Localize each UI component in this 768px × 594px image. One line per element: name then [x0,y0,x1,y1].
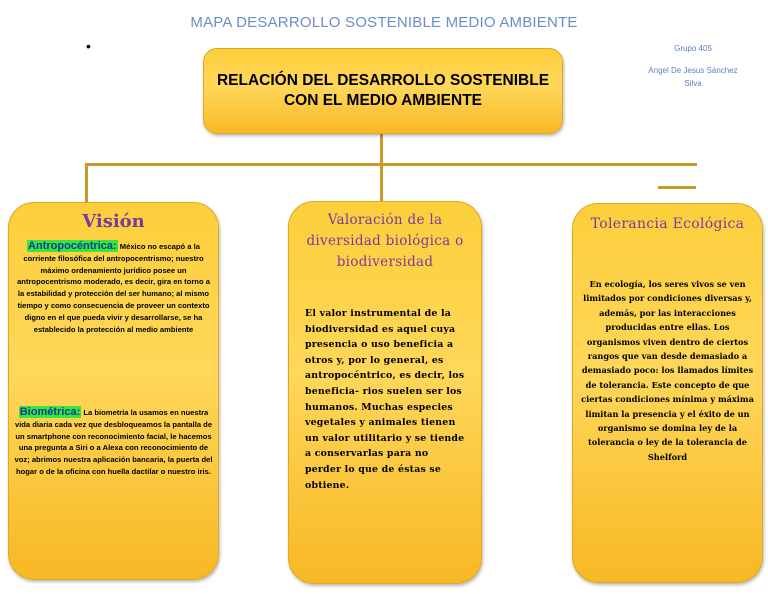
group-info [628,42,758,90]
connector-right-stub [658,186,696,189]
vision-biometrica-block [13,407,214,478]
author-name-line2: Silva [684,79,702,88]
card-tolerancia-title: Tolerancia Ecológica [590,216,745,232]
card-vision [8,202,219,580]
connector-vertical-mid [380,163,383,203]
author-name-line1: Angel De Jesus Sánchez [648,66,738,75]
card-tolerancia-text: En ecología, los seres vivos se ven limitados por condiciones diversas y, además, por las interacciones producidas entre ellas. Los organismos viven dentro de ciertos rangos que van desde demasiado a demasiado poco: los llamados límites de tolerancia. Este concepto de que ciertas condiciones mínima y máxima limitan la presencia y el éxito de un organismo se domina ley de la tolerancia o ley de la tolerancia de Shelford [581,279,754,462]
card-tolerancia [572,203,763,583]
central-node-title: RELACIÓN DEL DESARROLLO SOSTENIBLE CON EL MEDIO AMBIENTE [216,72,550,109]
central-node [203,48,563,134]
connector-horizontal [85,163,697,166]
bullet-marker: • [86,38,91,54]
card-valoracion [288,201,482,584]
card-valoracion-title: Valoración de la diversidad biológica o biodiversidad [306,212,464,270]
term-antropocentrica: Antropocéntrica: [28,240,117,252]
card-valoracion-text: El valor instrumental de la biodiversidad es aquel cuya presencia o uso beneficia a otros y, por lo general, es antropocéntrico, es decir, los beneficia- rios suelen ser los humanos. Muchas especies vegetales y animales tienen un valor utilitario y se tiende a conservarlas para no perder lo que de éstas se obtiene. [305,308,465,491]
text-biometrica: La biometría la usamos en nuestra vida diaria cada vez que desbloqueamos la pantalla de un smartphone con reconocimiento facial, le hacemos una pregunta a Siri o a Alexa con reconocimiento de voz; abrimos nuestra aplicación bancaria, la puerta del hogar o de la oficina con huella dactilar o nuestro iris. [14,408,213,476]
group-label: Grupo 405 [674,44,712,53]
connector-vertical-left [85,163,88,205]
page-title: MAPA DESARROLLO SOSTENIBLE MEDIO AMBIENTE [190,14,578,31]
text-antropocentrica: México no escapó a la corriente filosófica del antropocentrismo; nuestro máximo ordenamiento jurídico posee un antropocentrismo moderado, es decir, gira en torno a la estabilidad y protección del ser humano; al mismo tiempo y como consecuencia de proveer un contexto digno en el que pueda vivir y desarrollarse, se ha establecido la protección al medio ambiente [17,242,210,334]
term-biometrica: Biométrica: [19,406,81,418]
connector-vertical-central [380,132,383,165]
vision-antropocentrica-block [13,241,214,335]
card-vision-title: Visión [82,211,145,232]
